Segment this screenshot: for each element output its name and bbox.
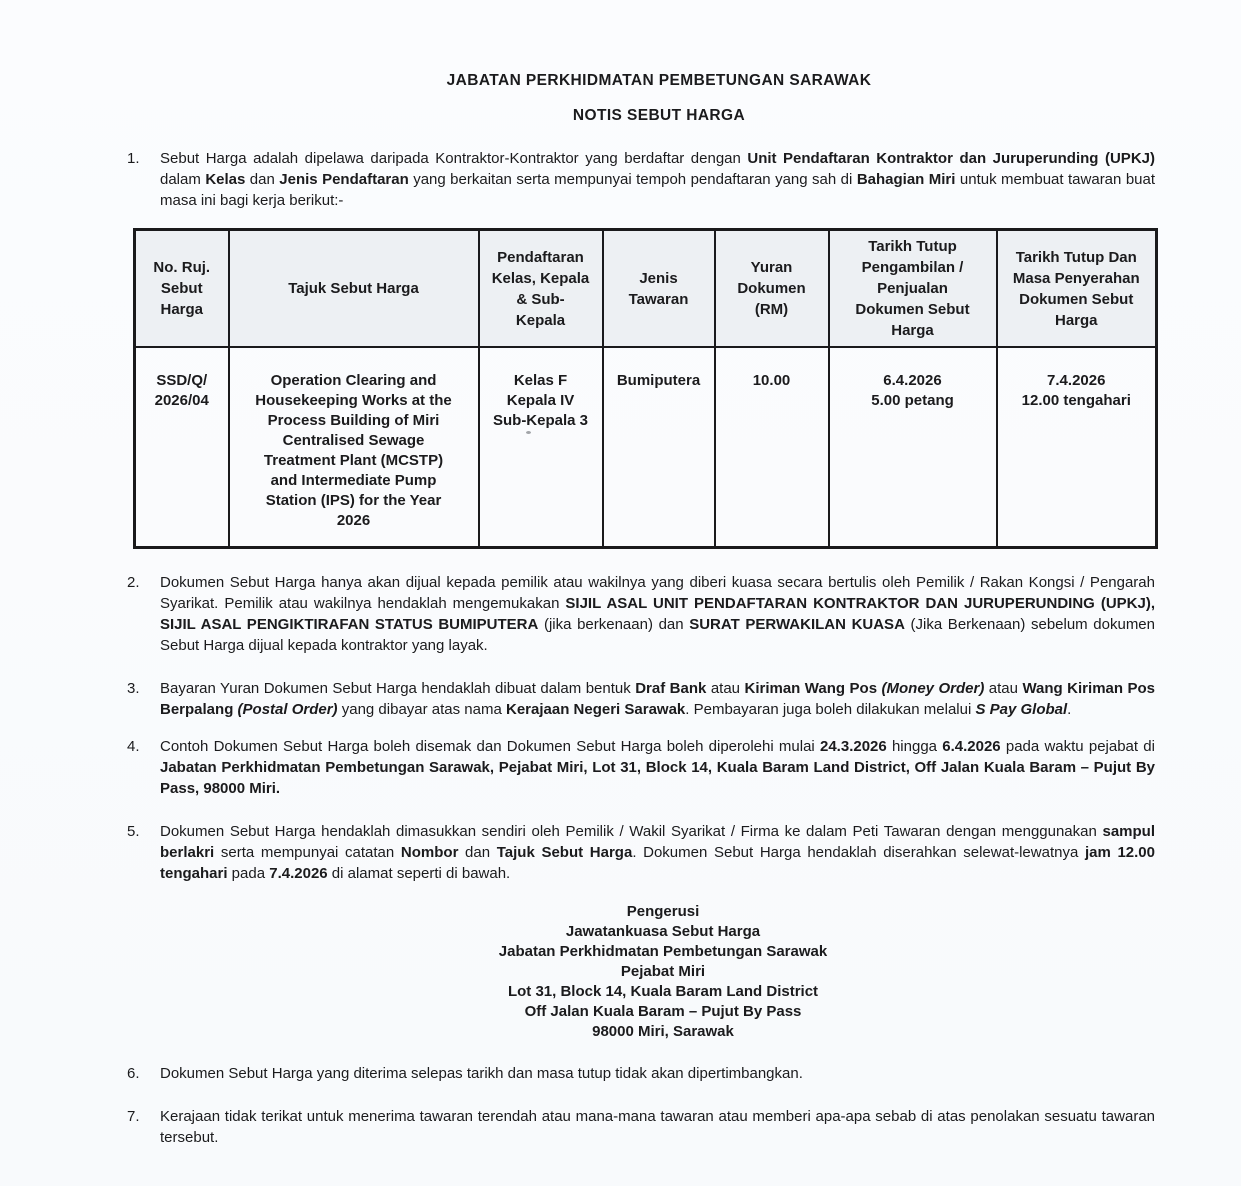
tender-table (133, 228, 1158, 549)
notice-item-text: Dokumen Sebut Harga hanya akan dijual kepada pemilik atau wakilnya yang diberi kuasa secara bertulis oleh Pemilik / Rakan Kongsi / Pengarah Syarikat. Pemilik atau wakilnya hendaklah mengemukakan SIJIL ASAL UNIT PENDAFTARAN KONTRAKTOR DAN JURUPERUNDING (UPKJ), SIJIL ASAL PENGIKTIRAFAN STATUS BUMIPUTERA (jika berkenaan) dan SURAT PERWAKILAN KUASA (Jika Berkenaan) sebelum dokumen Sebut Harga dijual kepada kontraktor yang layak. (160, 574, 1155, 654)
scan-artifact-dot (526, 431, 531, 434)
cell-tajuk: Operation Clearing and Housekeeping Works at the Process Building of Miri Centralised Sewage Treatment Plant (MCSTP) and Intermediate Pump Station (IPS) for the Year 2026 (229, 347, 479, 548)
cell-no-ruj: SSD/Q/ 2026/04 (135, 347, 229, 548)
table-header-pendaftaran: Pendaftaran Kelas, Kepala & Sub- Kepala (479, 230, 603, 348)
notice-item-text: Dokumen Sebut Harga yang diterima selepas tarikh dan masa tutup tidak akan dipertimbangkan. (160, 1065, 803, 1082)
notice-item-6 (127, 1063, 1155, 1084)
notice-item-number: 4. (127, 738, 140, 755)
notice-item-text: Dokumen Sebut Harga hendaklah dimasukkan sendiri oleh Pemilik / Wakil Syarikat / Firma ke dalam Peti Tawaran dengan menggunakan sampul berlakri serta mempunyai catatan Nombor dan Tajuk Sebut Harga. Dokumen Sebut Harga hendaklah diserahkan selewat-lewatnya jam 12.00 tengahari pada 7.4.2026 di alamat seperti di bawah. (160, 823, 1155, 882)
table-header-yuran-dokumen: Yuran Dokumen (RM) (715, 230, 829, 348)
notice-item-number: 7. (127, 1108, 140, 1125)
table-header-jenis-tawaran: Jenis Tawaran (603, 230, 715, 348)
notice-item-text: Sebut Harga adalah dipelawa daripada Kontraktor-Kontraktor yang berdaftar dengan Unit Pendaftaran Kontraktor dan Juruperunding (UPKJ) dalam Kelas dan Jenis Pendaftaran yang berkaitan serta mempunyai tempoh pendaftaran yang sah di Bahagian Miri untuk membuat tawaran buat masa ini bagi kerja berikut:- (160, 150, 1156, 209)
notice-item-7 (127, 1106, 1155, 1148)
notice-item-number: 2. (127, 574, 140, 591)
table-header-tarikh-penyerahan: Tarikh Tutup Dan Masa Penyerahan Dokumen Sebut Harga (997, 230, 1157, 348)
notice-item-text: Bayaran Yuran Dokumen Sebut Harga hendaklah dibuat dalam bentuk Draf Bank atau Kiriman Wang Pos (Money Order) atau Wang Kiriman Pos Berpalang (Postal Order) yang dibayar atas nama Kerajaan Negeri Sarawak. Pembayaran juga boleh dilakukan melalui S Pay Global. (160, 680, 1156, 718)
notice-item-5 (127, 821, 1155, 884)
table-header-no-ruj: No. Ruj. Sebut Harga (135, 230, 229, 348)
table-header-tarikh-pengambilan: Tarikh Tutup Pengambilan / Penjualan Dokumen Sebut Harga (829, 230, 997, 348)
cell-tarikh-pengambilan: 6.4.2026 5.00 petang (829, 347, 997, 548)
notice-item-4 (127, 736, 1155, 799)
notice-item-number: 5. (127, 823, 140, 840)
org-title: JABATAN PERKHIDMATAN PEMBETUNGAN SARAWAK (446, 72, 872, 89)
table-header-tajuk: Tajuk Sebut Harga (229, 230, 479, 348)
notice-item-3 (127, 678, 1155, 720)
document-title: NOTIS SEBUT HARGA (572, 107, 746, 124)
notice-item-text: Kerajaan tidak terikat untuk menerima tawaran terendah atau mana-mana tawaran atau memberi apa-apa sebab di atas penolakan sesuatu tawaran tersebut. (160, 1108, 1155, 1146)
cell-yuran-dokumen: 10.00 (715, 347, 829, 548)
tender-table-row (135, 347, 1157, 548)
document-header (127, 72, 1155, 125)
notice-item-1 (127, 148, 1155, 211)
notice-item-2 (127, 572, 1155, 656)
cell-tarikh-penyerahan: 7.4.2026 12.00 tengahari (997, 347, 1157, 548)
cell-pendaftaran: Kelas F Kepala IV Sub-Kepala 3 (479, 347, 603, 548)
notice-item-number: 3. (127, 680, 140, 697)
notice-item-number: 1. (127, 150, 140, 167)
tender-table-header-row (135, 230, 1157, 348)
notice-item-number: 6. (127, 1065, 140, 1082)
cell-jenis-tawaran: Bumiputera (603, 347, 715, 548)
notice-item-text: Contoh Dokumen Sebut Harga boleh disemak dan Dokumen Sebut Harga boleh diperolehi mulai 24.3.2026 hingga 6.4.2026 pada waktu pejabat di Jabatan Perkhidmatan Pembetungan Sarawak, Pejabat Miri, Lot 31, Block 14, Kuala Baram Land District, Off Jalan Kuala Baram – Pujut By Pass, 98000 Miri. (160, 738, 1155, 797)
submission-address-block: Pengerusi Jawatankuasa Sebut Harga Jabatan Perkhidmatan Pembetungan Sarawak Pejabat Miri Lot 31, Block 14, Kuala Baram Land District Off Jalan Kuala Baram – Pujut By Pass 98000 Miri, Sarawak (498, 903, 828, 1040)
